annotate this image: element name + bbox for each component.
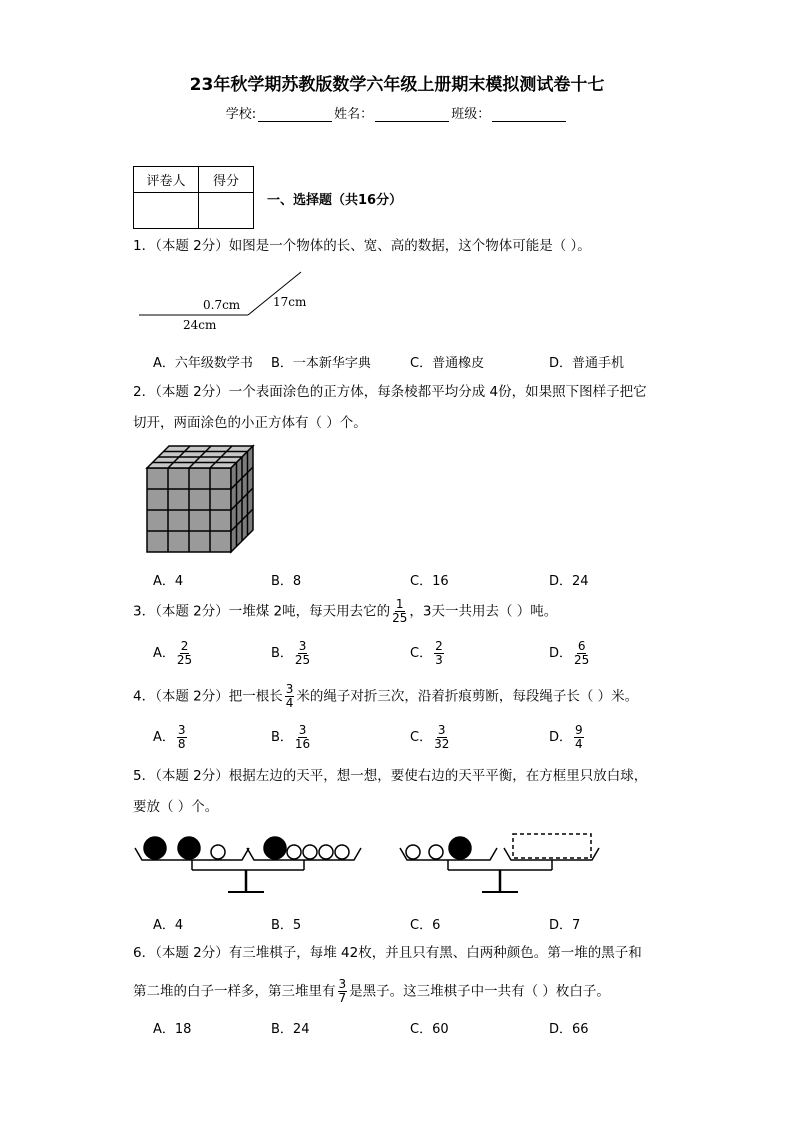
page-title: 23年秋学期苏教版数学六年级上册期末模拟测试卷十七 — [189, 75, 605, 95]
q1-option-b[interactable]: B．一本新华字典 — [271, 356, 371, 371]
q2-option-c[interactable]: C．16 — [410, 574, 449, 589]
right-balance — [400, 834, 599, 892]
score-header: 得分 — [199, 167, 254, 193]
q5-option-b[interactable]: B．5 — [271, 918, 302, 933]
q6-text-pre: 第二堆的白子一样多，第三堆里有 — [133, 983, 336, 1000]
grader-header: 评卷人 — [134, 167, 199, 193]
student-info-line — [0, 103, 794, 122]
grader-cell[interactable] — [134, 193, 199, 229]
q4-text-post: 米的绳子对折三次，沿着折痕剪断，每段绳子长（ ）米。 — [296, 688, 639, 705]
q4-option-d[interactable]: D． $\frac{9}{4}$ — [549, 723, 583, 751]
question-5-line1: 5．（本题 2分）根据左边的天平，想一想，要使右边的天平平衡，在方框里只放白球， — [133, 768, 648, 784]
left-balance — [135, 837, 361, 892]
q6-option-d[interactable]: D．66 — [549, 1022, 589, 1037]
q5-option-c[interactable]: C．6 — [410, 918, 441, 933]
q2-cube-figure — [145, 444, 257, 556]
q3-option-b[interactable]: B． $\frac{3}{25}$ — [271, 639, 311, 667]
question-1: 1．（本题 2分）如图是一个物体的长、宽、高的数据，这个物体可能是（ ）。 — [133, 238, 591, 254]
question-5-line2: 要放（ ）个。 — [133, 799, 219, 815]
q1-length-label: 17cm — [273, 295, 307, 309]
q1-width-label: 24cm — [183, 318, 217, 332]
question-3 — [133, 598, 557, 625]
score-cell[interactable] — [199, 193, 254, 229]
score-table — [133, 166, 254, 229]
q4-option-a[interactable]: A． $\frac{3}{8}$ — [153, 723, 186, 751]
q1-option-a[interactable]: A．六年级数学书 — [153, 356, 253, 371]
q6-option-a[interactable]: A．18 — [153, 1022, 192, 1037]
school-blank[interactable] — [258, 108, 332, 122]
q3-option-c[interactable]: C． $\frac{2}{3}$ — [410, 639, 443, 667]
q2-option-b[interactable]: B．8 — [271, 574, 302, 589]
q4-fraction: $\frac{3}{4}$ — [285, 682, 294, 710]
q5-option-a[interactable]: A．4 — [153, 918, 184, 933]
question-6-line2 — [133, 978, 610, 1005]
q4-text-pre: 4．（本题 2分）把一根长 — [133, 688, 283, 705]
q6-text-post: 是黑子。这三堆棋子中一共有（ ）枚白子。 — [349, 983, 610, 1000]
q5-balance-figure — [130, 828, 610, 898]
q3-text-post: ，3天一共用去（ ）吨。 — [409, 603, 558, 620]
q3-option-a[interactable]: A． $\frac{2}{25}$ — [153, 639, 193, 667]
q1-option-c[interactable]: C．普通橡皮 — [410, 356, 485, 371]
q4-option-c[interactable]: C． $\frac{3}{32}$ — [410, 723, 450, 751]
q6-fraction: $\frac{3}{7}$ — [338, 977, 347, 1005]
name-blank[interactable] — [375, 108, 449, 122]
section-title: 一、选择题（共16分） — [267, 193, 403, 208]
q1-dimension-figure — [135, 268, 315, 334]
q1-height-label: 0.7cm — [203, 298, 241, 312]
q6-option-b[interactable]: B．24 — [271, 1022, 310, 1037]
question-6-line1: 6．（本题 2分）有三堆棋子，每堆 42枚，并且只有黑、白两种颜色。第一堆的黑子和 — [133, 945, 642, 961]
q2-option-d[interactable]: D．24 — [549, 574, 589, 589]
question-4 — [133, 683, 638, 710]
name-label: 姓名： — [334, 107, 374, 122]
q4-option-b[interactable]: B． $\frac{3}{16}$ — [271, 723, 311, 751]
question-2-line2: 切开，两面涂色的小正方体有（ ）个。 — [133, 415, 367, 431]
q3-option-d[interactable]: D． $\frac{6}{25}$ — [549, 639, 590, 667]
q2-option-a[interactable]: A．4 — [153, 574, 184, 589]
class-label: 班级： — [451, 107, 491, 122]
q6-option-c[interactable]: C．60 — [410, 1022, 449, 1037]
school-label: 学校: — [225, 107, 257, 122]
q5-option-d[interactable]: D．7 — [549, 918, 581, 933]
question-2-line1: 2．（本题 2分）一个表面涂色的正方体，每条棱都平均分成 4份，如果照下图样子把它 — [133, 384, 647, 400]
q3-fraction: $\frac{1}{25}$ — [392, 597, 408, 625]
q1-option-d[interactable]: D．普通手机 — [549, 356, 625, 371]
class-blank[interactable] — [492, 108, 566, 122]
q3-text-pre: 3．（本题 2分）一堆煤 2吨，每天用去它的 — [133, 603, 391, 620]
